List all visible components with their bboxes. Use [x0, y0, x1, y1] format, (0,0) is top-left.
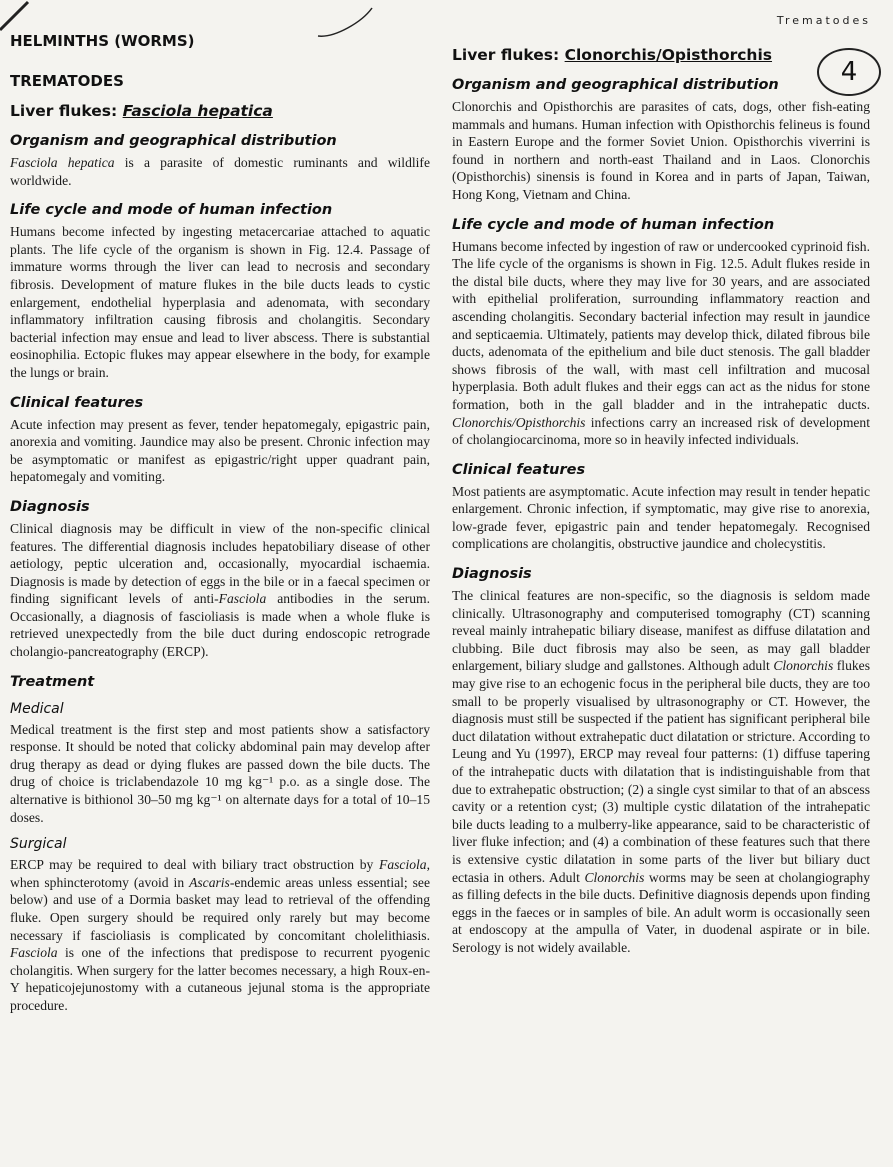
paragraph-diagnosis	[452, 587, 870, 956]
heading-medical: Medical	[10, 700, 64, 717]
paragraph-text: worms may be seen at cholangiography as filling defects in the bile ducts. Definitive diagnosis depends upon finding eggs in the faeces or in samples of bile. An adult worm is occasionally seen at endoscopy at the ampulla of Vater, in duodenal aspirate or in bile. Serology is not widely available.	[452, 869, 870, 955]
heading-diagnosis: Diagnosis	[452, 566, 532, 583]
paragraph-medical: Medical treatment is the first step and most patients show a satisfactory response. It should be noted that colicky abdominal pain may develop after drug therapy as dead or dying flukes are passed down the bile ducts. The drug of choice is triclabendazole 10 mg kg⁻¹ p.o. as a single dose. The alternative is bithionol 30–50 mg kg⁻¹ on alternate days for a total of 10–15 doses.	[10, 721, 430, 825]
heading-life-cycle: Life cycle and mode of human infection	[10, 202, 333, 219]
paragraph-life-cycle	[452, 238, 870, 449]
species-name: Ascaris	[189, 874, 230, 890]
paragraph-surgical	[10, 856, 430, 1014]
species-name: Clonorchis/Opisthorchis	[452, 414, 586, 430]
topic-species: Clonorchis/Opisthorchis	[564, 46, 773, 64]
paragraph-text: flukes may give rise to an echogenic focus in the peripheral bile ducts, they are too small to be properly visualised by ultrasonography or CT. However, the diagnosis must still be suspected if the patient has significant peripheral bile duct dilatation without extrahepatic duct dilatation or stricture. According to Leung and Yu (1997), ERCP may reveal four patterns: (1) diffuse tapering of the intrahepatic ducts with dilatation that is indistinguishable from that due to extrahepatic obstruction; (2) a single cyst similar to that of an abscess cavity or a retention cyst; (3) multiple cystic dilatation of the intrahepatic bile ducts leading to a mulberry-like appearance, said to be characteristic of liver fluke infection; and (4) a combination of these features such that there is extensive cystic dilatation in some parts of the liver but biliary duct ectasia in others. Adult	[452, 658, 871, 885]
species-name: Fasciola	[379, 857, 427, 873]
species-name: Clonorchis	[584, 869, 645, 885]
heading-surgical: Surgical	[10, 836, 67, 853]
topic-prefix: Liver flukes:	[452, 46, 565, 64]
heading-organism-distribution: Organism and geographical distribution	[10, 133, 337, 149]
paragraph-text: Clinical diagnosis may be difficult in view of the non-specific clinical features. The differential diagnosis includes hepatobiliary disease of other aetiology, peptic ulceration and, occasionally, myocardial ischaemia. Diagnosis is made by detection of eggs in the bile or in a faecal specimen or finding significant levels of anti-	[10, 520, 430, 607]
paragraph-organism: Clonorchis and Opisthorchis are parasites of cats, dogs, other fish-eating mammals and humans. Human infection with Opisthorchis felineus is found in Eastern Europe and the former Soviet Union. Opisthorchis viverrini is found in northern and north-east Thailand and in Laos. Clonorchis (Opisthorchis) sinensis is found in Korea and in parts of Japan, Taiwan, Hong Kong, Vietnam and China.	[452, 99, 870, 202]
running-head: Trematodes	[776, 14, 871, 27]
heading-clinical-features: Clinical features	[10, 394, 144, 411]
species-name: Clonorchis	[773, 658, 834, 674]
paragraph-clinical-features: Acute infection may present as fever, tender hepatomegaly, epigastric pain, anorexia and vomiting. Jaundice may also be present. Chronic infection may be asymptomatic or manifest as epigastric/right upper quadrant pain, hepatomegaly and vomiting.	[10, 416, 430, 485]
paragraph-diagnosis	[10, 520, 430, 661]
topic-title-fasciola	[10, 102, 430, 120]
paragraph-text: is a parasite of domestic ruminants and wildlife worldwide.	[10, 155, 430, 188]
species-name: Fasciola	[218, 591, 267, 607]
heading-treatment: Treatment	[10, 673, 95, 690]
topic-prefix: Liver flukes:	[10, 102, 123, 120]
paragraph-text: antibodies in the serum. Occasionally, a diagnosis of fascioliasis is made when a whole fluke is retrieved unexpectedly from the bile duct during endoscopic retrograde cholangio-pancreatography (ERCP).	[10, 591, 430, 660]
paragraph-text: The clinical features are non-specific, so the diagnosis is seldom made clinically. Ultrasonography and computerised tomography (CT) scanning reveal mainly intrahepatic biliary disease, manifest as diffuse dilatation and clubbing. Bile duct fibrosis may also be seen, as may gall bladder enlargement, biliary sludge and gallstones. Although adult	[452, 588, 870, 674]
right-column	[452, 46, 870, 957]
chapter-title: HELMINTHS (WORMS)	[10, 32, 195, 50]
section-title: TREMATODES	[10, 72, 124, 90]
paragraph-life-cycle: Humans become infected by ingesting metacercariae attached to aquatic plants. The life cycle of the organism is shown in Fig. 12.4. Passage of immature worms through the liver can lead to necrosis and secondary fibrosis. Development of mature flukes in the bile ducts leads to cystic enlargement, endothelial hyperplasia and adenomata, with secondary inflammatory infiltration causing fibrosis and cholangitis. Secondary bacterial infection may ensue and lead to liver abscess. There is substantial eosinophilia. Ectopic flukes may appear elsewhere in the body, for example the lungs or brain.	[10, 224, 430, 380]
heading-organism-distribution: Organism and geographical distribution	[452, 77, 779, 93]
species-name: Fasciola	[10, 945, 58, 961]
paragraph-text: ERCP may be required to deal with biliary tract obstruction by	[10, 857, 380, 873]
paragraph-text: is one of the infections that predispose to recurrent pyogenic cholangitis. When surgery for the latter becomes necessary, a high Roux-en-Y hepaticojejunostomy with a cutaneous jejunal stoma is the appropriate procedure.	[10, 945, 430, 1013]
heading-life-cycle: Life cycle and mode of human infection	[452, 216, 775, 233]
page-number-circled: 4	[817, 48, 881, 96]
topic-title-clonorchis	[452, 46, 870, 64]
paragraph-text: infections carry an increased risk of development of cholangiocarcinoma, more so in heavily infected individuals.	[452, 414, 870, 448]
left-column	[10, 30, 430, 1015]
paragraph-text: , when sphincterotomy (avoid in	[10, 857, 430, 890]
species-name: Fasciola hepatica	[10, 155, 115, 170]
heading-clinical-features: Clinical features	[452, 461, 586, 478]
topic-species: Fasciola hepatica	[122, 102, 273, 120]
paragraph-text: Humans become infected by ingestion of raw or undercooked cyprinoid fish. The life cycle of the organisms is shown in Fig. 12.5. Adult flukes reside in the distal bile ducts, where they may live for 30 years, and are associated with epithelial proliferation, surrounding inflammatory reaction and ascending cholangitis. Secondary bacterial infection may result in jaundice and septicaemia. Ultimately, patients may develop thick, dilated fibrous bile ducts, adenomata of the epithelium and bile duct stenosis. The gall bladder shows fibrosis of the wall, with mast cell infiltration and mucosal hyperplasia. Both adult flukes and their eggs can act as the nidus for stone formation, both in the gall bladder and in the intrahepatic ducts.	[452, 238, 870, 412]
paragraph-text: -endemic areas unless essential; see below) and use of a Dormia basket may lead to retrieval of the offending fluke. Open surgery should be required only rarely but may become necessary if fascioliasis is complicated by concomitant cholelithiasis.	[10, 874, 430, 943]
paragraph-organism	[10, 154, 430, 189]
paragraph-clinical-features: Most patients are asymptomatic. Acute infection may result in tender hepatic enlargement. Chronic infection, if symptomatic, may give rise to anorexia, low-grade fever, epigastric pain and tender hepatomegaly. Recognised complications are cholangitis, obstructive jaundice and cholecystitis.	[452, 483, 870, 552]
heading-diagnosis: Diagnosis	[10, 498, 90, 515]
